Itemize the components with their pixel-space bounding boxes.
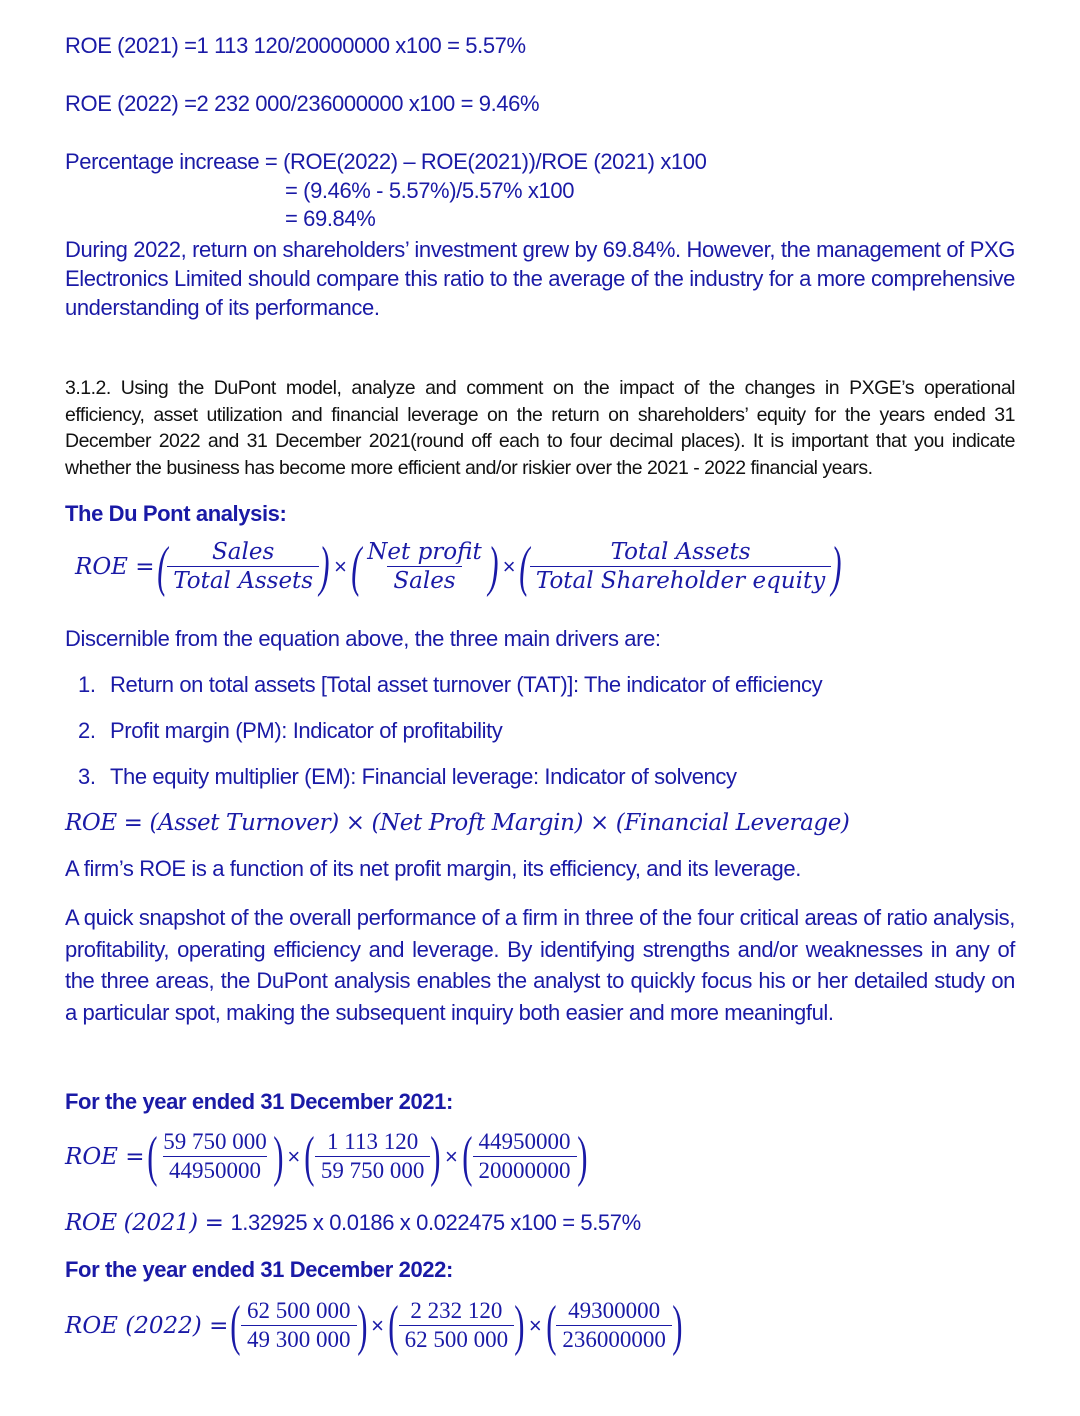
left-paren: ( — [146, 1125, 158, 1188]
roe-2021-dupont-formula — [65, 1125, 588, 1188]
drivers-intro: Discernible from the equation above, the three main drivers are: — [65, 626, 661, 651]
snapshot-paragraph: A quick snapshot of the overall performance of a firm in three of the four critical areas of ratio analysis, profitability, operating efficiency and leverage. By identifying strengths and/or weaknesses in any of the three areas, the DuPont analysis enables the analyst to quickly focus his or her detailed study on a particular spot, making the subsequent inquiry both easier and more meaningful. — [65, 905, 1015, 1025]
fraction-equity-multiplier: $\frac{49300000}{236000000}$ — [556, 1297, 672, 1354]
roe-2021-calculation: ROE (2021) =1 113 120/20000000 x100 = 5.57% — [65, 33, 526, 58]
formula-lhs: ROE = — [65, 1143, 145, 1170]
dupont-formula — [75, 535, 842, 598]
times-operator: × — [371, 1312, 385, 1338]
left-paren: ( — [462, 1125, 473, 1188]
left-paren: ( — [545, 1294, 557, 1357]
percentage-increase-formula: Percentage increase = (ROE(2022) – ROE(2021))/ROE (2021) x100 — [65, 149, 707, 174]
times-operator: × — [287, 1143, 301, 1169]
roe-2021-result: ROE (2021) = 1.32925 x 0.0186 x 0.022475 x100 = 5.57% — [65, 1210, 641, 1236]
times-operator: × — [528, 1312, 542, 1338]
roe-2022-calculation: ROE (2022) =2 232 000/236000000 x100 = 9.46% — [65, 91, 540, 116]
right-paren: ) — [672, 1294, 683, 1357]
fraction-equity-multiplier: $\frac{\text{Total Assets}}{\text{Total Shareholder equity}}$ — [530, 538, 831, 595]
left-paren: ( — [350, 535, 362, 598]
summary-formula: ROE = (Asset Turnover) × (Net Proft Margin) × (Financial Leverage) — [65, 810, 850, 836]
fraction-asset-turnover: $\frac{59 750 000}{44950000}$ — [163, 1129, 267, 1183]
roe-commentary: During 2022, return on shareholders’ investment grew by 69.84%. However, the management of PXG Electronics Limited should compare this ratio to the average of the industry for a more comprehensive understanding of its performance. — [65, 237, 1015, 320]
fraction-profit-margin: $\frac{1 113 120}{59 750 000}$ — [315, 1128, 431, 1185]
year-2021-heading: For the year ended 31 December 2021: — [65, 1089, 453, 1114]
right-paren: ) — [319, 535, 330, 598]
times-operator: × — [502, 553, 516, 579]
function-statement: A firm’s ROE is a function of its net profit margin, its efficiency, and its leverage. — [65, 856, 801, 881]
driver-list-item: 3. The equity multiplier (EM): Financial leverage: Indicator of solvency — [78, 764, 737, 789]
fraction-profit-margin: $\frac{2 232 120}{62 500 000}$ — [399, 1297, 515, 1354]
percentage-increase-result: = 69.84% — [285, 206, 376, 231]
roe-2022-dupont-formula — [65, 1294, 683, 1357]
left-paren: ( — [156, 535, 168, 598]
right-paren: ) — [430, 1125, 441, 1188]
formula-lhs: ROE (2022) = — [65, 1312, 229, 1339]
right-paren: ) — [272, 1125, 284, 1188]
left-paren: ( — [304, 1125, 315, 1188]
right-paren: ) — [576, 1125, 588, 1188]
times-operator: × — [333, 553, 347, 579]
driver-list-item: 2. Profit margin (PM): Indicator of profitability — [78, 718, 503, 743]
fraction-asset-turnover: $\frac{62 500 000}{49 300 000}$ — [241, 1297, 357, 1354]
right-paren: ) — [356, 1294, 367, 1357]
times-operator: × — [445, 1143, 458, 1169]
right-paren: ) — [487, 535, 499, 598]
formula-lhs: ROE = — [75, 553, 155, 580]
percentage-increase-step2: = (9.46% - 5.57%)/5.57% x100 — [285, 178, 575, 203]
fraction-equity-multiplier: $\frac{44950000}{20000000}$ — [473, 1128, 577, 1185]
left-paren: ( — [230, 1294, 241, 1357]
left-paren: ( — [388, 1294, 399, 1357]
left-paren: ( — [519, 535, 530, 598]
driver-list-item: 1. Return on total assets [Total asset turnover (TAT)]: The indicator of efficiency — [78, 672, 823, 697]
question-3-1-2: 3.1.2. Using the DuPont model, analyze and comment on the impact of the changes in PXGE’s operational efficiency, asset utilization and financial leverage on the return on shareholders’ equity for the years ended 31 December 2022 and 31 December 2021(round off each to four decimal places). It is important that you indicate whether the business has become more efficient and/or riskier over the 2021 - 2022 financial years. — [65, 377, 1015, 479]
right-paren: ) — [831, 535, 842, 598]
year-2022-heading: For the year ended 31 December 2022: — [65, 1257, 453, 1282]
fraction-asset-turnover: $\frac{\text{Sales}}{\text{Total Assets}}$ — [167, 538, 319, 595]
fraction-profit-margin: $\frac{\text{Net profit}}{\text{Sales}}$ — [367, 539, 482, 594]
right-paren: ) — [514, 1294, 525, 1357]
dupont-heading: The Du Pont analysis: — [65, 501, 287, 526]
